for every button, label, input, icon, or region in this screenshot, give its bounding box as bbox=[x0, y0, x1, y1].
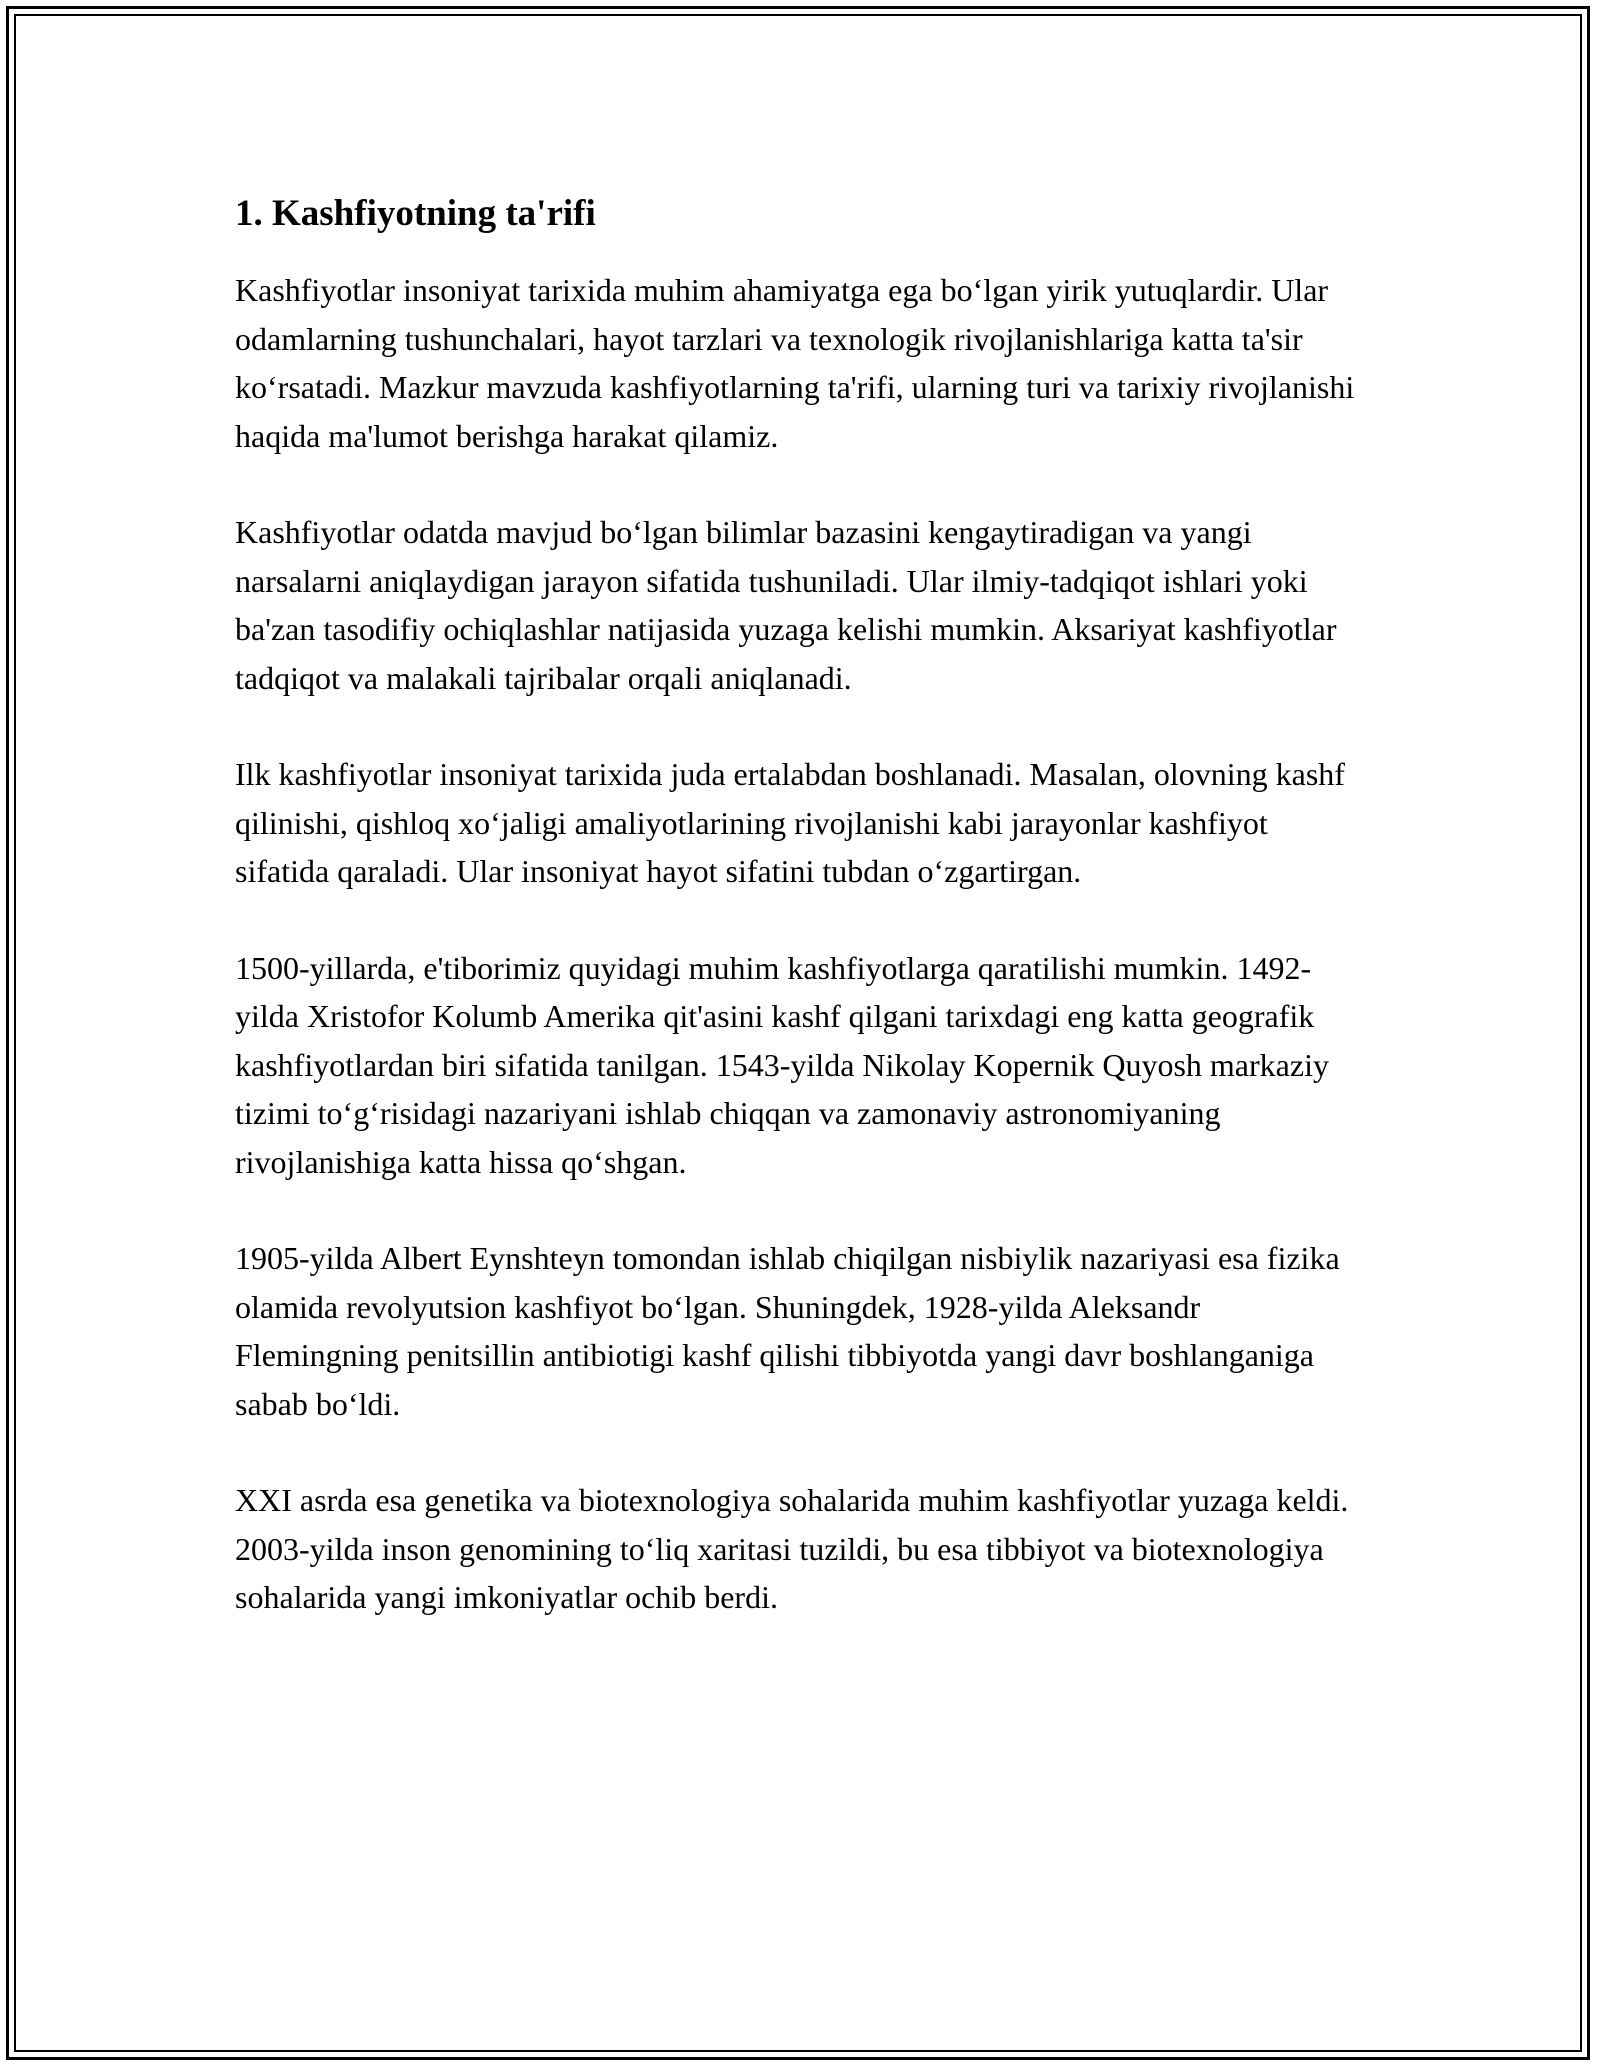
paragraph-5: 1905-yilda Albert Eynshteyn tomondan ishlab chiqilgan nisbiylik nazariyasi esa fizika olamida revolyutsion kashfiyot bo‘lgan. Shuningdek, 1928-yilda Aleksandr Flemingning penitsillin antibiotigi kashf qilishi tibbiyotda yangi davr boshlanganiga sabab bo‘ldi. bbox=[235, 1240, 1340, 1422]
paragraph-4: 1500-yillarda, e'tiborimiz quyidagi muhim kashfiyotlarga qaratilishi mumkin. 1492-yilda Xristofor Kolumb Amerika qit'asini kashf qilgani tarixdagi eng katta geografik kashfiyotlardan biri sifatida tanilgan. 1543-yilda Nikolay Kopernik Quyosh markaziy tizimi to‘g‘risidagi nazariyani ishlab chiqqan va zamonaviy astronomiyaning rivojlanishiga katta hissa qo‘shgan. bbox=[235, 949, 1329, 1180]
document-body bbox=[235, 190, 1365, 1670]
paragraph-1: Kashfiyotlar insoniyat tarixida muhim ahamiyatga ega bo‘lgan yirik yutuqlardir. Ular odamlarning tushunchalari, hayot tarzlari va texnologik rivojlanishlariga katta ta'sir ko‘rsatadi. Mazkur mavzuda kashfiyotlarning ta'rifi, ularning turi va tarixiy rivojlanishi haqida ma'lumot berishga harakat qilamiz. bbox=[235, 272, 1355, 454]
section-heading: 1. Kashfiyotning ta'rifi bbox=[235, 193, 596, 234]
paragraph-3: Ilk kashfiyotlar insoniyat tarixida juda ertalabdan boshlanadi. Masalan, olovning kashf qilinishi, qishloq xo‘jaligi amaliyotlarining rivojlanishi kabi jarayonlar kashfiyot sifatida qaraladi. Ular insoniyat hayot sifatini tubdan o‘zgartirgan. bbox=[235, 756, 1345, 889]
paragraph-2: Kashfiyotlar odatda mavjud bo‘lgan bilimlar bazasini kengaytiradigan va yangi narsalarni aniqlaydigan jarayon sifatida tushuniladi. Ular ilmiy-tadqiqot ishlari yoki ba'zan tasodifiy ochiqlashlar natijasida yuzaga kelishi mumkin. Aksariyat kashfiyotlar tadqiqot va malakali tajribalar orqali aniqlanadi. bbox=[235, 514, 1337, 696]
paragraph-6: XXI asrda esa genetika va biotexnologiya sohalarida muhim kashfiyotlar yuzaga keldi. 2003-yilda inson genomining to‘liq xaritasi tuzildi, bu esa tibbiyot va biotexnologiya sohalarida yangi imkoniyatlar ochib berdi. bbox=[235, 1482, 1349, 1615]
